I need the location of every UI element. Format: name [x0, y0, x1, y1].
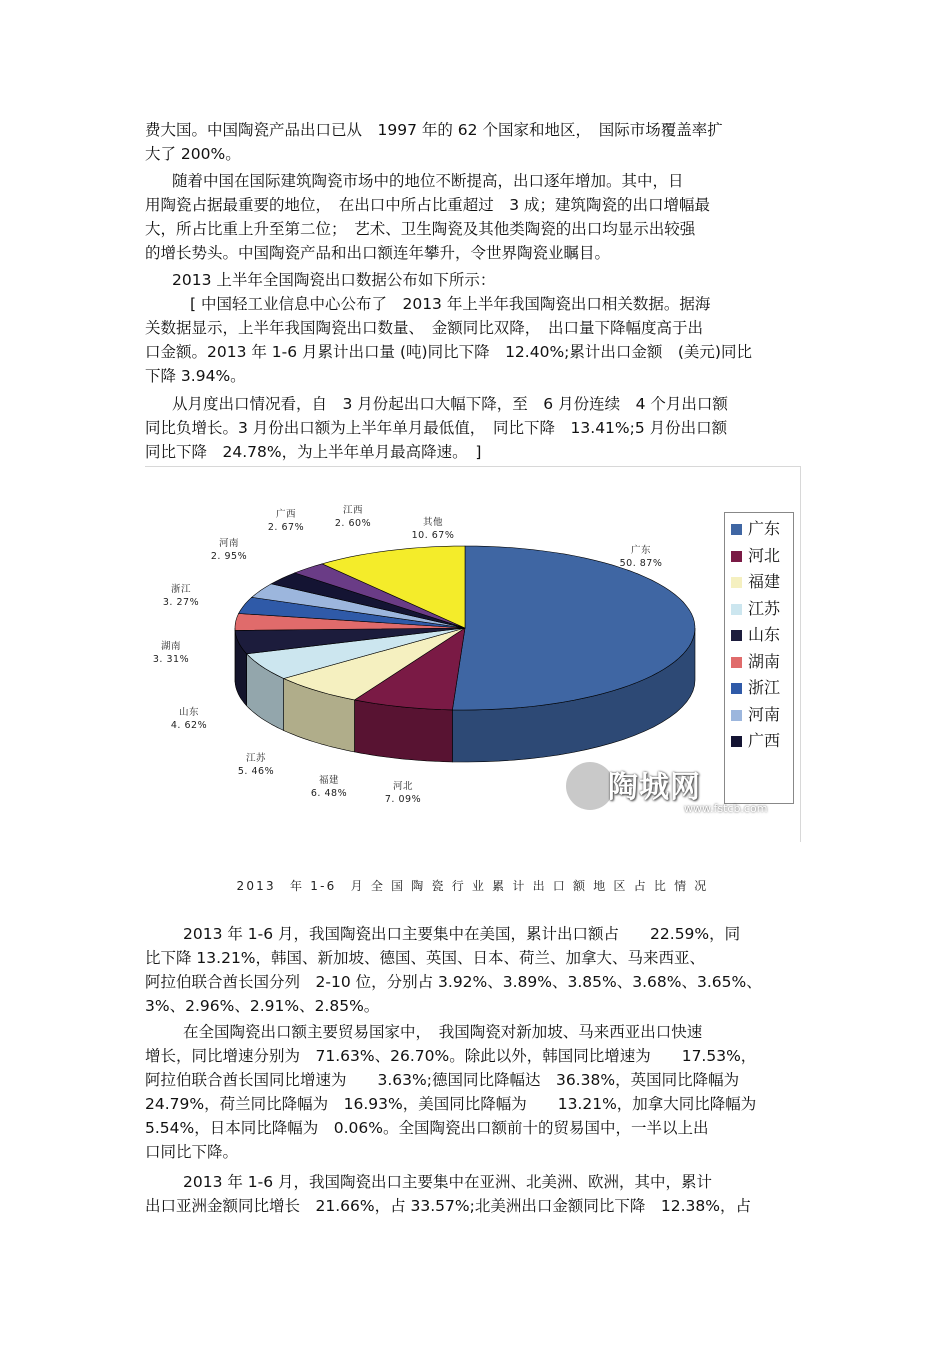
- slice-label-江苏: [231, 752, 281, 778]
- slice-label-name: 广东: [630, 545, 651, 556]
- paragraph-line: 出口亚洲金额同比增长 21.66%，占 33.57%;北美洲出口金额同比下降 12.38%，占: [145, 1197, 751, 1215]
- legend-item-河南: [731, 705, 780, 725]
- legend-swatch: [731, 736, 742, 747]
- paragraph-line: [ 中国轻工业信息中心公布了 2013 年上半年我国陶瓷出口相关数据。据海: [190, 295, 711, 313]
- paragraph-line: 的增长势头。中国陶瓷产品和出口额连年攀升，令世界陶瓷业瞩目。: [145, 244, 611, 262]
- legend-item-山东: [731, 625, 780, 645]
- slice-label-name: 江西: [342, 505, 363, 516]
- slice-label-name: 江苏: [245, 753, 266, 764]
- slice-label-河北: [378, 780, 428, 806]
- watermark-url: www.fstcb.com: [684, 802, 768, 815]
- slice-label-name: 广西: [275, 509, 296, 520]
- paragraph-line: 24.79%，荷兰同比降幅为 16.93%，美国同比降幅为 13.21%，加拿大同比降幅为: [145, 1095, 757, 1113]
- paragraph-line: 5.54%，日本同比降幅为 0.06%。全国陶瓷出口额前十的贸易国中，一半以上出: [145, 1119, 709, 1137]
- slice-label-name: 河北: [392, 781, 413, 792]
- legend-swatch: [731, 604, 742, 615]
- paragraph-line: 大了 200%。: [145, 145, 241, 163]
- legend-label: 河北: [748, 545, 781, 565]
- paragraph-line: 随着中国在国际建筑陶瓷市场中的地位不断提高，出口逐年增加。其中，日: [172, 172, 684, 190]
- legend-swatch: [731, 551, 742, 562]
- paragraph-line: 3%、2.96%、2.91%、2.85%。: [145, 997, 380, 1015]
- slice-label-value: 50. 87%: [619, 558, 663, 569]
- legend-label: 广西: [748, 731, 781, 750]
- legend-label: 浙江: [748, 678, 781, 697]
- legend-item-浙江: [731, 678, 780, 698]
- legend-swatch: [731, 524, 742, 535]
- slice-label-广西: [261, 508, 311, 534]
- paragraph-line: 用陶瓷占据最重要的地位， 在出口中所占比重超过 3 成；建筑陶瓷的出口增幅最: [145, 196, 711, 214]
- paragraph-line: 费大国。中国陶瓷产品出口已从 1997 年的 62 个国家和地区， 国际市场覆盖率扩: [145, 121, 723, 139]
- slice-label-value: 2. 95%: [210, 551, 248, 562]
- slice-label-value: 4. 62%: [170, 720, 208, 731]
- figure-caption: 2013 年 1-6 月 全 国 陶 瓷 行 业 累 计 出 口 额 地 区 占 比 情 况: [236, 879, 709, 893]
- paragraph-line: 阿拉伯联合酋长国分列 2-10 位，分别占 3.92%、3.89%、3.85%、3.68%、3.65%、: [145, 973, 762, 991]
- legend-item-河北: [731, 546, 780, 566]
- paragraph-line: 同比负增长。3 月份出口额为上半年单月最低值， 同比下降 13.41%;5 月份出口额: [145, 419, 728, 437]
- paragraph-line: 大，所占比重上升至第二位； 艺术、卫生陶瓷及其他类陶瓷的出口均显示出较强: [145, 220, 696, 238]
- slice-label-value: 3. 27%: [162, 597, 200, 608]
- watermark-text: 陶城网: [608, 770, 701, 805]
- slice-label-name: 其他: [422, 517, 443, 528]
- slice-label-value: 7. 09%: [384, 794, 422, 805]
- paragraph-line: 口金额。2013 年 1-6 月累计出口量 (吨)同比下降 12.40%;累计出口金额 (美元)同比: [145, 343, 752, 361]
- legend-item-江苏: [731, 599, 780, 619]
- legend-item-广西: [731, 731, 780, 751]
- slice-label-name: 湖南: [160, 641, 181, 652]
- legend-label: 河南: [748, 704, 781, 724]
- legend-swatch: [731, 577, 742, 588]
- paragraph-line: 2013 上半年全国陶瓷出口数据公布如下所示：: [172, 271, 496, 289]
- paragraph-line: 关数据显示，上半年我国陶瓷出口数量、 金额同比双降， 出口量下降幅度高于出: [145, 319, 704, 337]
- paragraph-line: 下降 3.94%。: [145, 367, 246, 385]
- slice-label-value: 6. 48%: [310, 788, 348, 799]
- slice-label-其他: [408, 516, 458, 542]
- legend-label: 广东: [748, 519, 781, 538]
- slice-label-value: 5. 46%: [237, 766, 275, 777]
- legend-item-福建: [731, 572, 780, 592]
- slice-label-河南: [204, 537, 254, 563]
- paragraph-line: 比下降 13.21%，韩国、新加坡、德国、英国、日本、荷兰、加拿大、马来西亚、: [145, 949, 706, 967]
- legend-label: 福建: [748, 572, 781, 591]
- slice-label-福建: [304, 774, 354, 800]
- slice-label-广东: [616, 544, 666, 570]
- slice-label-value: 2. 67%: [267, 522, 305, 533]
- paragraph-line: 口同比下降。: [145, 1143, 239, 1161]
- slice-label-value: 3. 31%: [152, 654, 190, 665]
- legend-swatch: [731, 710, 742, 721]
- paragraph-line: 增长，同比增速分别为 71.63%、26.70%。除此以外，韩国同比增速为 17.53%，: [145, 1047, 757, 1065]
- slice-label-name: 山东: [178, 707, 199, 718]
- legend-label: 湖南: [748, 651, 781, 671]
- slice-label-浙江: [156, 583, 206, 609]
- paragraph-line: 2013 年 1-6 月，我国陶瓷出口主要集中在亚洲、北美洲、欧洲，其中，累计: [183, 1173, 713, 1191]
- legend-label: 山东: [748, 625, 781, 644]
- slice-label-name: 河南: [218, 538, 239, 549]
- slice-label-value: 10. 67%: [411, 530, 455, 541]
- legend-item-湖南: [731, 652, 780, 672]
- paragraph-line: 阿拉伯联合酋长国同比增速为 3.63%;德国同比降幅达 36.38%，英国同比降幅为: [145, 1071, 740, 1089]
- slice-label-name: 福建: [318, 775, 339, 786]
- watermark-icon: [566, 762, 614, 810]
- slice-label-name: 浙江: [170, 584, 191, 595]
- legend-item-广东: [731, 519, 780, 539]
- legend-swatch: [731, 630, 742, 641]
- paragraph-line: 2013 年 1-6 月，我国陶瓷出口主要集中在美国，累计出口额占 22.59%，同: [183, 925, 741, 943]
- paragraph-line: 同比下降 24.78%，为上半年单月最高降速。 ]: [145, 443, 482, 461]
- slice-label-山东: [164, 706, 214, 732]
- slice-label-江西: [328, 504, 378, 530]
- paragraph-line: 从月度出口情况看，自 3 月份起出口大幅下降，至 6 月份连续 4 个月出口额: [172, 395, 728, 413]
- legend-label: 江苏: [748, 598, 781, 618]
- legend-swatch: [731, 657, 742, 668]
- watermark-logo: [566, 758, 796, 828]
- slice-label-湖南: [146, 640, 196, 666]
- legend-swatch: [731, 683, 742, 694]
- slice-label-value: 2. 60%: [334, 518, 372, 529]
- paragraph-line: 在全国陶瓷出口额主要贸易国家中， 我国陶瓷对新加坡、马来西亚出口快速: [183, 1023, 703, 1041]
